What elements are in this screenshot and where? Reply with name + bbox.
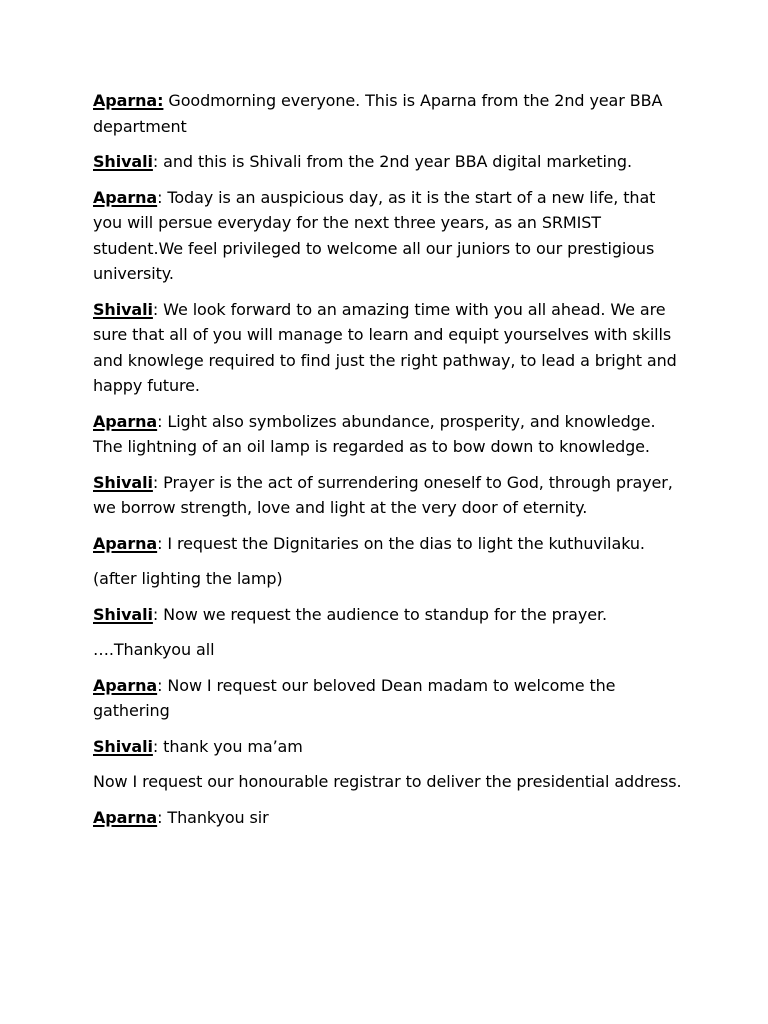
speaker-name: Aparna — [93, 675, 158, 695]
dialogue-line — [93, 409, 683, 460]
dialogue-line — [93, 297, 683, 399]
dialogue-continuation — [93, 769, 683, 795]
speaker-name: Shivali — [93, 736, 153, 756]
speaker-name: Shivali — [93, 299, 153, 319]
dialogue-text: : Prayer is the act of surrendering oneself to God, through prayer, we borrow strength, love and light at the very door of eternity. — [93, 472, 673, 517]
dialogue-text: : Now we request the audience to standup for the prayer. — [152, 604, 607, 624]
speaker-name: Aparna — [93, 533, 158, 553]
speaker-name: Aparna — [93, 411, 158, 431]
speaker-name: Shivali — [93, 472, 153, 492]
speaker-name: Aparna — [93, 807, 158, 827]
dialogue-text: Goodmorning everyone. This is Aparna from the 2nd year BBA department — [93, 91, 663, 136]
dialogue-line — [93, 673, 683, 724]
dialogue-line — [93, 734, 683, 760]
dialogue-text: ….Thankyou all — [93, 640, 215, 659]
speaker-name: Shivali — [93, 604, 153, 624]
dialogue-line — [93, 531, 683, 557]
dialogue-text: : I request the Dignitaries on the dias to light the kuthuvilaku. — [157, 533, 645, 553]
speaker-name: Aparna: — [93, 91, 164, 110]
dialogue-text: Now I request our honourable registrar to deliver the presidential address. — [93, 772, 682, 791]
dialogue-text: : We look forward to an amazing time with you all ahead. We are sure that all of you will manage to learn and equipt yourselves with skills and knowlege required to find just the right pathway, to lead a bright and happy future. — [93, 299, 677, 395]
speaker-name: Shivali — [93, 152, 153, 171]
dialogue-text: : Today is an auspicious day, as it is the start of a new life, that you will persue everyday for the next three years, as an SRMIST student.We feel privileged to welcome all our juniors to our prestigious university. — [93, 187, 656, 283]
dialogue-line — [93, 602, 683, 628]
dialogue-line — [93, 185, 683, 287]
dialogue-text: (after lighting the lamp) — [93, 569, 283, 588]
dialogue-text: : and this is Shivali from the 2nd year BBA digital marketing. — [152, 152, 632, 171]
dialogue-text: : thank you ma’am — [152, 736, 303, 756]
dialogue-line — [93, 149, 683, 175]
dialogue-line — [93, 470, 683, 521]
dialogue-line — [93, 88, 683, 139]
script-document — [93, 88, 683, 840]
dialogue-text: : Now I request our beloved Dean madam to welcome the gathering — [93, 675, 616, 720]
dialogue-text: : Light also symbolizes abundance, prosperity, and knowledge. The lightning of an oil lamp is regarded as to bow down to knowledge. — [93, 411, 656, 456]
speaker-name: Aparna — [93, 187, 158, 207]
dialogue-text: : Thankyou sir — [157, 807, 269, 827]
dialogue-line — [93, 805, 683, 831]
stage-direction — [93, 566, 683, 592]
dialogue-continuation — [93, 637, 683, 663]
